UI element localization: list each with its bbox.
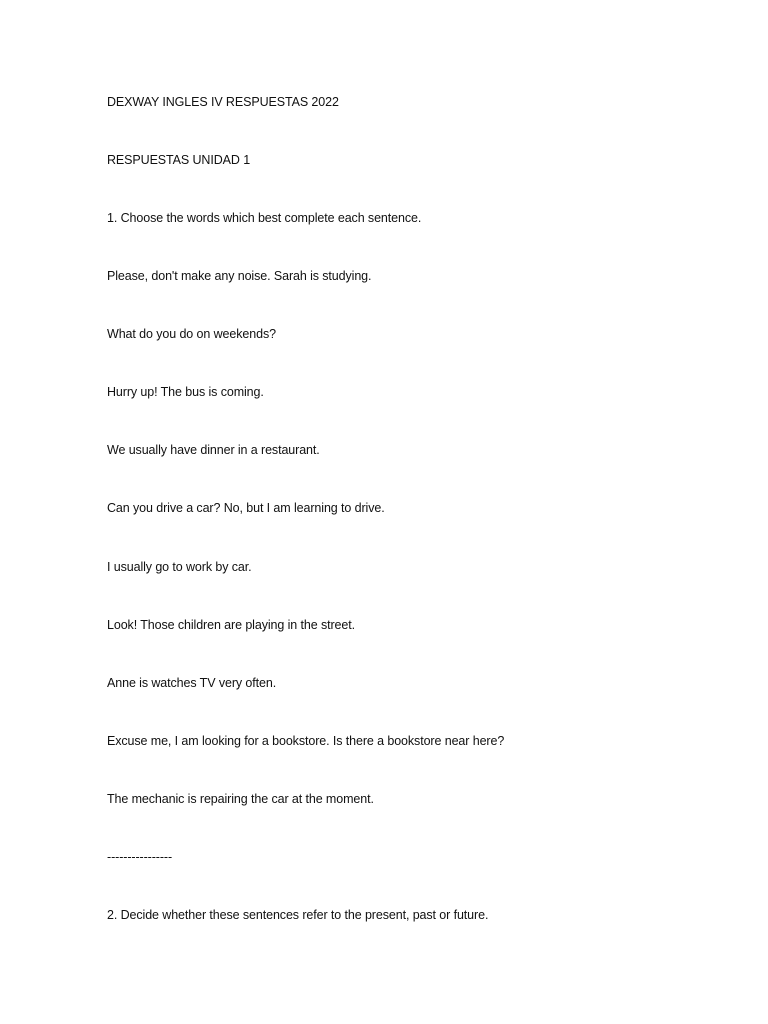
answer-line: Look! Those children are playing in the street. <box>107 618 355 632</box>
section-separator: ---------------- <box>107 850 173 864</box>
answer-line: Please, don't make any noise. Sarah is studying. <box>107 269 372 283</box>
answer-line: I usually go to work by car. <box>107 560 252 574</box>
unit-heading: RESPUESTAS UNIDAD 1 <box>107 153 251 167</box>
answer-line: We usually have dinner in a restaurant. <box>107 443 320 457</box>
answer-line: What do you do on weekends? <box>107 327 276 341</box>
document-title: DEXWAY INGLES IV RESPUESTAS 2022 <box>107 95 339 109</box>
answer-line: Hurry up! The bus is coming. <box>107 385 264 399</box>
question-1: 1. Choose the words which best complete each sentence. <box>107 211 422 225</box>
answer-line: Excuse me, I am looking for a bookstore. Is there a bookstore near here? <box>107 734 505 748</box>
answer-line: Anne is watches TV very often. <box>107 676 277 690</box>
answer-line: Can you drive a car? No, but I am learning to drive. <box>107 501 385 515</box>
question-2: 2. Decide whether these sentences refer to the present, past or future. <box>107 908 489 922</box>
answer-line: The mechanic is repairing the car at the moment. <box>107 792 374 806</box>
